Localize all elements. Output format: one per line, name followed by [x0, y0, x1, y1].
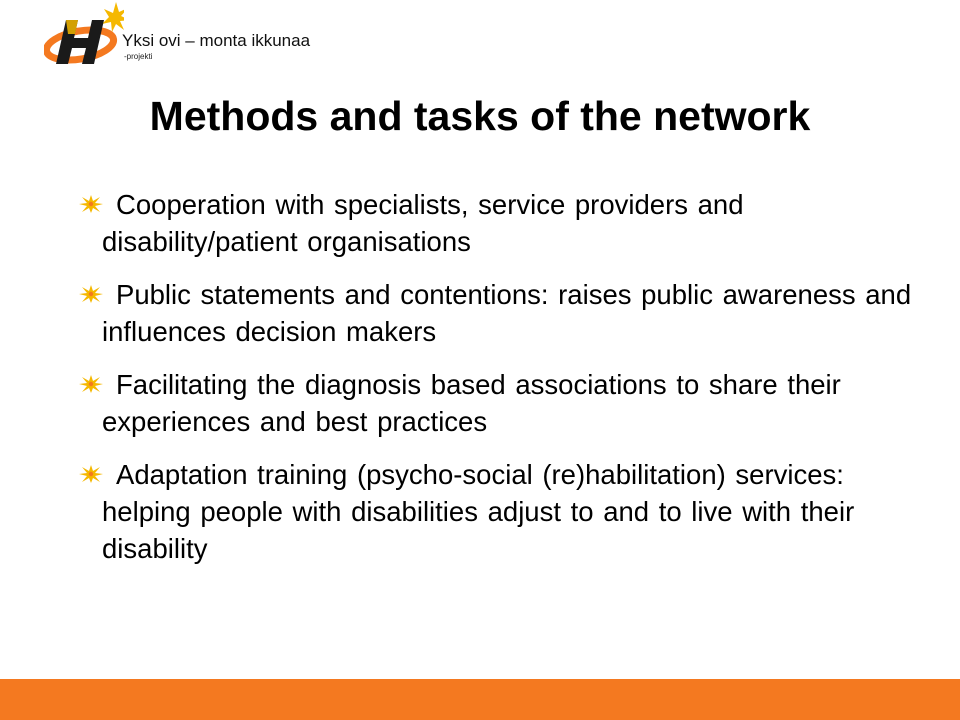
starburst-bullet-icon: [78, 194, 104, 214]
footer-bar: [0, 679, 960, 720]
starburst-bullet-icon: [78, 464, 104, 484]
bullet-item: [72, 456, 912, 567]
logo-star-icon: [102, 2, 124, 32]
project-logo: [44, 0, 311, 70]
bullet-text: Facilitating the diagnosis based associations to share their experiences and best practices: [102, 369, 841, 437]
starburst-bullet-icon: [78, 284, 104, 304]
slide-title: Methods and tasks of the network: [149, 93, 811, 139]
h-logo-icon: [44, 0, 124, 70]
logo-subtitle: -projekti: [124, 52, 153, 61]
bullet-list: [72, 186, 912, 583]
bullet-text: Public statements and contentions: raises public awareness and influences decision makers: [102, 279, 912, 347]
bullet-item: [72, 276, 912, 350]
logo-title: Yksi ovi – monta ikkunaa: [122, 31, 311, 50]
starburst-bullet-icon: [78, 374, 104, 394]
bullet-item: [72, 366, 912, 440]
bullet-text: Cooperation with specialists, service providers and disability/patient organisations: [102, 189, 744, 257]
bullet-item: [72, 186, 912, 260]
bullet-text: Adaptation training (psycho-social (re)habilitation) services: helping people with disabilities adjust to and to live with their disability: [102, 459, 855, 564]
